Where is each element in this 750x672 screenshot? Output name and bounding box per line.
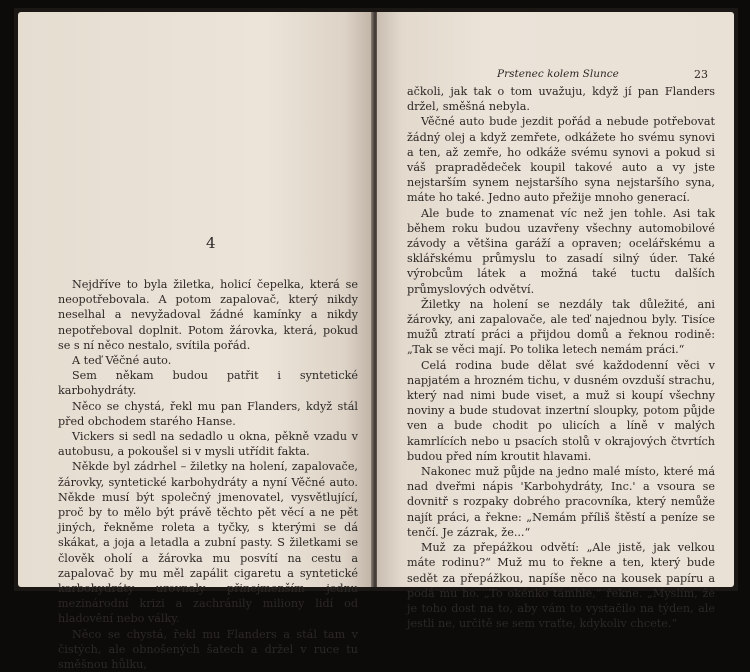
- right-page: [377, 12, 734, 631]
- right-page-text: [407, 84, 715, 631]
- open-book: [14, 8, 738, 672]
- paragraph: Někde byl zádrhel – žiletky na holení, zapalovače, žárovky, syntetické karbohydráty a nyní Věčné auto. Někde musí být společný jmenovatel, vysvětlující, proč by to mělo být právě těchto pět věcí a ne pět jiných, řekněme roleta a tyčky, s kterými se dá skákat, a joja a letadla a zubní pasty. S žiletkami se člověk oholí a žárovka mu posvítí na cestu a zapalovač by mu měl zapálit cigaretu a syntetické karbohydráty urovnaly přinejmenším jednu mezinárodní krizi a zachránily miliony lidí od hladovění nebo války.: [58, 460, 358, 626]
- paragraph: Věčné auto bude jezdit pořád a nebude potřebovat žádný olej a když zemřete, odkážete ho svému synovi a ten, až zemře, ho odkáže svému synovi a pokud si váš prapradědeček koupil takové auto a vy jste nejstarším synem nejstaršího syna nejstaršího syna, máte ho také. Jedno auto přežije mnoho generací.: [407, 115, 715, 205]
- paragraph: A teď Věčné auto.: [72, 354, 172, 368]
- paragraph: Nejdříve to byla žiletka, holicí čepelka, která se neopotřebovala. A potom zapalovač, který nikdy neselhal a nevyžadoval žádné kamínky a nikdy nepotřeboval doplnit. Potom žárovka, která, pokud se s ní něco nestalo, svítila pořád.: [58, 278, 358, 352]
- paragraph: Sem někam budou patřit i syntetické karbohydráty.: [58, 369, 358, 398]
- paragraph: ačkoli, jak tak o tom uvažuju, když jí pan Flanders držel, směšná nebyla.: [407, 85, 715, 114]
- paragraph: Něco se chystá, řekl mu Flanders a stál tam v čistých, ale obnošených šatech a držel v ruce tu směšnou hůlku,: [58, 627, 358, 672]
- paragraph: Ale bude to znamenat víc než jen tohle. Asi tak během roku budou uzavřeny všechny automobilové závody a většina garáží a opraven; ocelářskému a sklářskému průmyslu to zasadí silný úder. Také výrobcům látek a možná také tuctu dalších průmyslových odvětví.: [407, 206, 715, 296]
- paragraph: Vickers si sedl na sedadlo u okna, pěkně vzadu v autobusu, a pokoušel si v mysli utřídit fakta.: [58, 430, 358, 459]
- paragraph: Muž za přepážkou odvětí: „Ale jistě, jak velkou máte rodinu?“ Muž mu to řekne a ten, který bude sedět za přepážkou, napíše něco na kousek papíru a podá mu ho. „To okénko támhle,“ řekne. „Myslím, že je toho dost na to, aby vám to vystačilo na týden, ale jestli ne, určitě se sem vraťte, kdykoliv chcete.“: [407, 541, 715, 631]
- running-head: Prstenec kolem Slunce: [497, 68, 619, 80]
- paragraph: Něco se chystá, řekl mu pan Flanders, když stál před obchodem starého Hanse.: [58, 399, 358, 428]
- paragraph: Celá rodina bude dělat své každodenní věci v napjatém a hrozném tichu, v dusném ovzduší strachu, který nad nimi bude viset, a muž si koupí všechny noviny a bude studovat inzertní sloupky, potom půjde ven a bude chodit po ulicích a líně v malých kamrlících nebo u psacích stolů v okrajových čtvrtích budou před ním kroutit hlavami.: [407, 358, 715, 463]
- left-page: [18, 12, 373, 672]
- paragraph: Nakonec muž půjde na jedno malé místo, které má nad dveřmi nápis 'Karbohydráty, Inc.' a vsoura se dovnitř s rozpaky dobrého pracovníka, který nemůže najít práci, a řekne: „Nemám příliš štěstí a peníze se tenčí. Je zázrak, že...“: [407, 465, 715, 539]
- left-page-text: [58, 277, 358, 672]
- paragraph: Žiletky na holení se nezdály tak důležité, ani žárovky, ani zapalovače, ale teď najednou byly. Tisíce mužů ztratí práci a přijdou domů a řeknou rodině: „Tak se věci mají. Po tolika letech nemám práci.“: [407, 297, 715, 357]
- page-number: 23: [694, 68, 708, 81]
- chapter-number: 4: [206, 234, 216, 252]
